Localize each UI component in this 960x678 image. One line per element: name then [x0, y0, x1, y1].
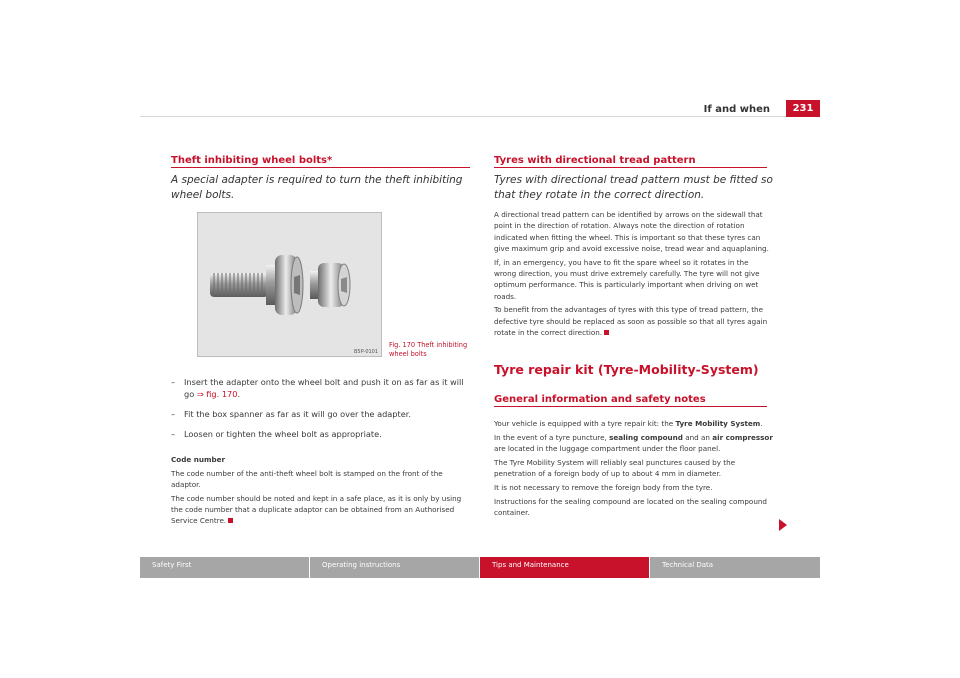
- step-text: Fit the box spanner as far as it will go over the adapter.: [184, 409, 411, 419]
- page-number: 231: [786, 100, 820, 117]
- footer-tab-safety-first[interactable]: [140, 557, 309, 578]
- text-run: are located in the luggage compartment under the floor panel.: [494, 444, 721, 454]
- directional-paragraph-1: A directional tread pattern can be identified by arrows on the sidewall that point in the direction of rotation. Always note the direction of rotation indicated when fitting the wheel. This is important so that these tyres can give maximum grip and avoid excessive noise, tread wear and aquaplaning.: [494, 210, 769, 253]
- directional-body: [494, 209, 770, 341]
- step-item: [171, 408, 471, 420]
- section-heading-theft-bolts: Theft inhibiting wheel bolts*: [171, 155, 333, 166]
- code-number-section: [171, 454, 470, 529]
- repair-paragraph-3: The Tyre Mobility System will reliably seal punctures caused by the penetration of a foreign body of up to about 4 mm in diameter.: [494, 457, 736, 479]
- code-number-paragraph-2: The code number should be noted and kept in a safe place, as it is only by using the code number that a duplicate adaptor can be obtained from an Authorised Service Centre.: [171, 493, 462, 526]
- step-item: [171, 428, 471, 440]
- repair-paragraph-2: [494, 432, 774, 455]
- repair-kit-body: [494, 418, 774, 521]
- footer-tab-label: Operating instructions: [322, 561, 401, 569]
- dash-marker: –: [171, 429, 176, 439]
- lead-text-theft-bolts: A special adapter is required to turn the theft inhibiting wheel bolts.: [171, 174, 463, 201]
- figure-wheel-bolts: [197, 212, 382, 357]
- footer-tab-technical-data[interactable]: [650, 557, 820, 578]
- text-run: Your vehicle is equipped with a tyre repair kit: the: [494, 419, 676, 428]
- section-heading-directional: Tyres with directional tread pattern: [494, 155, 696, 166]
- lead-text-directional: Tyres with directional tread pattern must be fitted so that they rotate in the correct direction.: [494, 174, 773, 201]
- footer-tab-label: Safety First: [152, 561, 192, 569]
- running-title: If and when: [703, 104, 770, 115]
- bold-term: sealing compound: [609, 432, 683, 442]
- end-of-section-icon: [228, 518, 233, 523]
- footer-tab-tips-and-maintenance[interactable]: [480, 557, 649, 578]
- directional-paragraph-2: If, in an emergency, you have to fit the spare wheel so it rotates in the wrong direction, you must drive extremely carefully. The tyre will not give optimum performance. This is particularly important when driving on wet roads.: [494, 257, 760, 301]
- next-page-arrow-icon[interactable]: [779, 519, 787, 531]
- dash-marker: –: [171, 409, 176, 419]
- footer-tab-operating-instructions[interactable]: [310, 557, 479, 578]
- code-number-paragraph-1: The code number of the anti-theft wheel bolt is stamped on the front of the adaptor.: [171, 468, 443, 490]
- step-text-after: .: [237, 389, 241, 399]
- directional-paragraph-3: To benefit from the advantages of tyres with this type of tread pattern, the defective tyre should be replaced as soon as possible so that all tyres again rotate in the correct direction.: [494, 305, 768, 337]
- code-number-heading: Code number: [171, 455, 226, 464]
- step-text: Insert the adapter onto the wheel bolt and push it on as far as it will go: [184, 377, 464, 399]
- step-text: Loosen or tighten the wheel bolt as appropriate.: [184, 429, 382, 439]
- dash-marker: –: [171, 377, 176, 387]
- heading-rule: [171, 167, 470, 168]
- text-run: .: [760, 419, 763, 428]
- text-run: In the event of a tyre puncture,: [494, 432, 610, 442]
- figure-link[interactable]: ⇒ fig. 170: [196, 389, 238, 399]
- repair-paragraph-1: [494, 418, 774, 429]
- heading-rule: [494, 406, 767, 407]
- footer-tab-label: Technical Data: [662, 561, 714, 569]
- end-of-section-icon: [604, 330, 609, 335]
- step-list: [171, 376, 471, 448]
- header-rule: [140, 116, 820, 117]
- sub-heading-safety-notes: General information and safety notes: [494, 394, 706, 405]
- figure-caption: Fig. 170 Theft inhibiting wheel bolts: [389, 341, 468, 358]
- figure-code: B5P-0101: [354, 349, 379, 355]
- step-item: [171, 376, 471, 400]
- bold-term: air compressor: [712, 432, 773, 442]
- footer-tab-label: Tips and Maintenance: [492, 561, 569, 569]
- bold-term: Tyre Mobility System: [675, 419, 761, 428]
- heading-rule: [494, 167, 767, 168]
- repair-paragraph-5: Instructions for the sealing compound are located on the sealing compound container.: [494, 496, 767, 518]
- wheel-bolt-illustration: [198, 213, 381, 356]
- text-run: and an: [682, 432, 713, 442]
- section-heading-repair-kit: Tyre repair kit (Tyre-Mobility-System): [494, 362, 759, 377]
- repair-paragraph-4: It is not necessary to remove the foreign body from the tyre.: [494, 482, 713, 492]
